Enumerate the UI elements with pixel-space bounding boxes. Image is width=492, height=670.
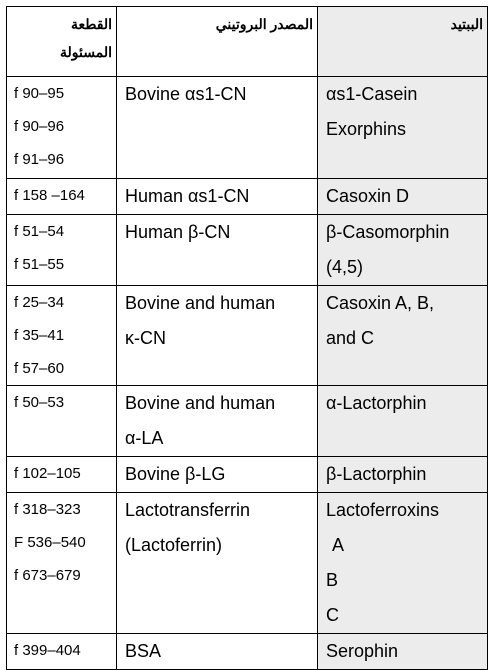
source-cell [117, 286, 318, 386]
peptide-text: C [326, 605, 339, 625]
peptide-cell [318, 634, 488, 670]
fragment-cell [7, 493, 117, 634]
source-cell [117, 634, 318, 670]
fragment-cell [7, 634, 117, 670]
source-cell [117, 493, 318, 634]
source-text: Bovine and human [125, 293, 276, 313]
peptide-text: B [326, 570, 339, 590]
source-text: κ-CN [125, 328, 166, 348]
fragment-text: f 318–323 [14, 501, 81, 518]
source-cell [117, 215, 318, 286]
source-text: Bovine β-LG [125, 464, 226, 484]
peptide-cell [318, 215, 488, 286]
peptide-cell [318, 77, 488, 179]
table-row [7, 77, 488, 179]
source-text: Human αs1-CN [125, 186, 250, 206]
source-text: Lactotransferrin [125, 500, 251, 520]
peptide-text: (4,5) [326, 257, 364, 277]
fragment-text: f 399–404 [14, 642, 81, 659]
fragment-text: f 57–60 [14, 360, 65, 377]
source-cell [117, 77, 318, 179]
header-fragment-line-1: القطعة [71, 16, 112, 32]
fragment-cell [7, 215, 117, 286]
fragment-text: f 51–55 [14, 256, 65, 273]
table-row [7, 493, 488, 634]
peptide-text: α-Lactorphin [326, 393, 427, 413]
peptide-text: Exorphins [326, 119, 407, 139]
fragment-cell [7, 77, 117, 179]
header-fragment [7, 7, 117, 77]
fragment-cell [7, 286, 117, 386]
fragment-text: f 25–34 [14, 294, 65, 311]
source-cell [117, 386, 318, 457]
table-row [7, 386, 488, 457]
fragment-cell [7, 179, 117, 215]
fragment-text: f 91–96 [14, 151, 65, 168]
table-row [7, 215, 488, 286]
fragment-cell [7, 386, 117, 457]
source-cell [117, 457, 318, 493]
fragment-text: F 536–540 [14, 534, 86, 551]
source-text: Bovine αs1-CN [125, 84, 247, 104]
peptide-cell [318, 457, 488, 493]
header-row [7, 7, 488, 77]
fragment-text: f 90–96 [14, 118, 65, 135]
source-text: Bovine and human [125, 393, 276, 413]
peptide-text: β-Lactorphin [326, 464, 427, 484]
peptide-table [6, 6, 488, 670]
source-text: Human β-CN [125, 222, 231, 242]
peptide-text: αs1-Casein [326, 84, 418, 104]
peptide-text: β-Casomorphin [326, 222, 450, 242]
header-source-text: المصدر البروتيني [215, 16, 313, 32]
fragment-text: f 35–41 [14, 327, 65, 344]
table-row [7, 634, 488, 670]
fragment-text: f 102–105 [14, 465, 81, 482]
table-row [7, 179, 488, 215]
source-cell [117, 179, 318, 215]
peptide-text: Casoxin D [326, 186, 410, 206]
peptide-cell [318, 286, 488, 386]
header-peptide-text: الببتيد [450, 16, 483, 32]
peptide-text: A [332, 535, 345, 555]
source-text: α-LA [125, 428, 164, 448]
peptide-text: Lactoferroxins [326, 500, 440, 520]
peptide-cell [318, 179, 488, 215]
fragment-text: f 673–679 [14, 567, 81, 584]
source-text: (Lactoferrin) [125, 535, 223, 555]
peptide-text: Casoxin A, B, [326, 293, 435, 313]
peptide-text: Serophin [326, 641, 399, 661]
peptide-text: and C [326, 328, 375, 348]
peptide-cell [318, 493, 488, 634]
fragment-text: f 50–53 [14, 394, 65, 411]
header-peptide [318, 7, 488, 77]
fragment-text: f 90–95 [14, 85, 65, 102]
header-source [117, 7, 318, 77]
fragment-text: f 51–54 [14, 223, 65, 240]
fragment-cell [7, 457, 117, 493]
source-text: BSA [125, 641, 162, 661]
header-fragment-line-2: المسئولة [60, 44, 112, 60]
fragment-text: f 158 –164 [14, 187, 85, 204]
table-row [7, 286, 488, 386]
peptide-cell [318, 386, 488, 457]
table-row [7, 457, 488, 493]
